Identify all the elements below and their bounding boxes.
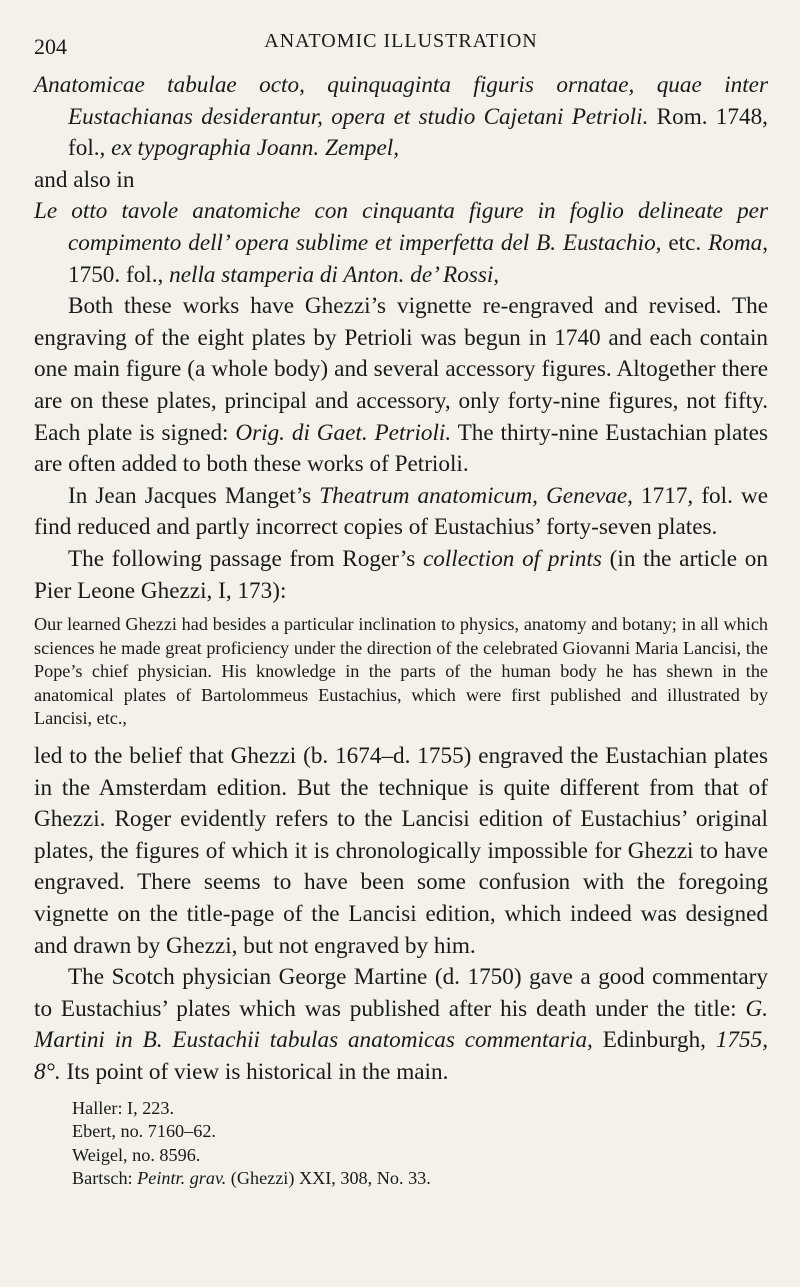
both-text-b: The thirty-nine Eustachian plates are often added to both these works of Petrioli.	[34, 419, 768, 478]
paragraph-both-works	[34, 291, 768, 481]
page-number: 204	[34, 34, 67, 59]
paragraph-martine	[34, 962, 768, 1088]
entry1-printer: ex typographia Joann. Zempel,	[111, 135, 400, 162]
running-title: ANATOMIC ILLUSTRATION	[264, 30, 538, 52]
entry2-place: Roma	[708, 229, 763, 256]
manget-text-b: , 1717, fol. we find reduced and partly incorrect copies of Eustachius’ forty-seven plates.	[34, 482, 768, 541]
reference-ebert: Ebert, no. 7160–62.	[72, 1121, 216, 1142]
paragraph-led-to-belief: led to the belief that Ghezzi (b. 1674–d. 1755) engraved the Eustachian plates in the Amsterdam edition. But the technique is quite different from that of Ghezzi. Roger evidently refers to the Lancisi edition of Eustachius’ original plates, the figures of which it is chronologically impossible for Ghezzi to have engraved. There seems to have been some confusion with the foregoing vignette on the title-page of the Lancisi edition, which indeed was designed and drawn by Ghezzi, but not engraved by him.	[34, 743, 768, 959]
entry2-printer: nella stamperia di Anton. de’ Rossi,	[169, 261, 500, 288]
paragraph-manget	[34, 481, 768, 544]
entry2-etc: etc.	[661, 229, 709, 256]
entry1-place-year: Rom. 1748, fol.,	[68, 103, 768, 162]
martine-text-c: Its point of view is historical in the main.	[60, 1059, 449, 1085]
bartsch-text-b: (Ghezzi) XXI, 308, No. 33.	[226, 1168, 431, 1189]
also-in-line: and also in	[34, 166, 135, 193]
bartsch-work: Peintr. grav.	[137, 1168, 227, 1189]
roger-work: collection of prints	[422, 545, 602, 572]
martine-text-b: Edinburgh,	[592, 1027, 716, 1054]
martine-text-a: The Scotch physician George Martine (d. 1750) gave a good commentary to Eustachius’ plates which was published after his death under the title:	[34, 964, 768, 1022]
roger-text-a: The following passage from Roger’s	[68, 545, 423, 572]
block-quote: Our learned Ghezzi had besides a particular inclination to physics, anatomy and botany; in all which sciences he made great proficiency under the direction of the celebrated Giovanni Maria Lancisi, the Pope’s chief physician. His knowledge in the parts of the human body he has shewn in the anatomical plates of Bartolommeus Eustachius, which were first published and illustrated by Lancisi, etc.,	[34, 614, 768, 729]
bibliographic-entry-2	[34, 196, 768, 291]
paragraph-roger	[34, 544, 768, 607]
reference-bartsch	[72, 1167, 768, 1191]
both-text-a: Both these works have Ghezzi’s vignette re-engraved and revised. The engraving of the eight plates by Petrioli was begun in 1740 and each contain one main figure (a whole body) and several accessory figures. Altogether there are on these plates, principal and accessory, only forty-nine figures, not fifty. Each plate is signed:	[34, 293, 768, 446]
manget-text-a: In Jean Jacques Manget’s	[68, 482, 320, 509]
reference-weigel: Weigel, no. 8596.	[72, 1144, 201, 1165]
entry2-year-format: , 1750. fol.,	[68, 229, 768, 288]
entry1-title: Anatomicae tabulae octo, quinquaginta figuris ornatae, quae inter Eustachianas desiderantur, opera et studio Cajetani Petrioli.	[34, 72, 768, 130]
martine-work: G. Martini in B. Eustachii tabulas anatomicas commentaria,	[34, 995, 768, 1054]
manget-work: Theatrum anatomicum, Genevae	[319, 482, 628, 509]
plate-signature: Orig. di Gaet. Petrioli.	[235, 419, 452, 446]
reference-haller: Haller: I, 223.	[72, 1097, 175, 1118]
references-list	[34, 1097, 768, 1191]
page-header	[34, 30, 768, 70]
martine-year: 1755, 8°.	[34, 1027, 768, 1085]
bibliographic-entry-1	[34, 70, 768, 165]
bartsch-text-a: Bartsch:	[72, 1168, 138, 1189]
roger-text-b: (in the article on Pier Leone Ghezzi, I, 173):	[34, 545, 768, 604]
entry2-title: Le otto tavole anatomiche con cinquanta figure in foglio delineate per compimento dell’ opera sublime et imperfetta del B. Eustachio,	[34, 198, 768, 256]
